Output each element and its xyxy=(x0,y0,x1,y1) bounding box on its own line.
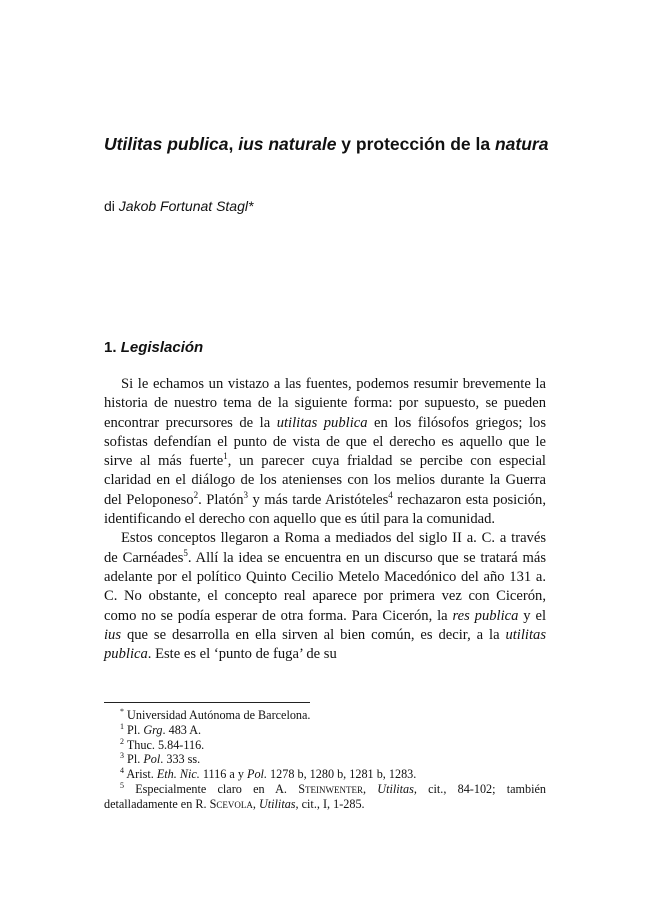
footnote xyxy=(104,752,546,767)
text-run: Steinwenter xyxy=(298,781,363,796)
footnote-ref: 5 xyxy=(183,547,188,558)
text-run: , un parecer cuya frialdad se percibe con especial claridad en el diálogo de los atenienses con los melios durante la Guerra del Peloponeso xyxy=(104,453,546,508)
section-heading xyxy=(104,338,203,358)
text-run: rechazaron esta posición, identificando el derecho con aquello que es útil para la comunidad. xyxy=(104,491,546,528)
text-run: . Platón xyxy=(198,491,244,508)
footnote-ref: 1 xyxy=(120,721,124,731)
text-run: cit., I, 1-285. xyxy=(298,796,365,811)
text-run: utilitas publica xyxy=(276,414,368,431)
text-run: Scevola xyxy=(209,796,253,811)
section-number: 1. xyxy=(104,339,121,356)
text-run: Grg xyxy=(143,722,163,737)
text-run: Pol. xyxy=(247,767,267,782)
footnote-ref: 2 xyxy=(120,736,124,746)
text-run: ius xyxy=(104,626,122,643)
footnote-ref: 3 xyxy=(243,489,249,500)
text-run: cit., 84-102; también detalladamente en R. xyxy=(104,781,547,811)
paragraph xyxy=(104,529,546,664)
footnote-separator xyxy=(104,702,310,703)
text-run: . 483 A. xyxy=(162,722,202,737)
text-run: Pl. xyxy=(124,722,144,737)
footnote xyxy=(104,782,546,812)
text-run: Estos conceptos llegaron a Roma a mediados del siglo II a. C. a través de Carnéades xyxy=(104,530,546,566)
footnote-ref: 1 xyxy=(223,451,228,462)
text-run: Pol xyxy=(143,752,161,767)
text-run: Si le echamos un vistazo a las fuentes, podemos resumir brevemente la historia de nuestro tema de la siguiente forma: por supuesto, se pueden encontrar precursores de la xyxy=(104,376,546,431)
text-run: utilitas publica xyxy=(104,626,546,663)
text-run: 1116 a y xyxy=(199,767,248,782)
footnote xyxy=(104,708,546,723)
footnote-ref: 2 xyxy=(193,489,199,500)
author-prefix: di xyxy=(104,198,119,214)
paragraph xyxy=(104,375,546,529)
author-line xyxy=(104,196,253,216)
text-run: Thuc. 5.84-116. xyxy=(124,737,205,752)
text-run: 1278 b, 1280 b, 1281 b, 1283. xyxy=(267,767,417,782)
text-run: Eth. Nic. xyxy=(156,767,200,782)
text-run: y el xyxy=(518,607,546,624)
text-run: y más tarde Aristóteles xyxy=(248,491,389,508)
text-run: . 333 ss. xyxy=(160,752,201,767)
section-title: Legislación xyxy=(120,339,204,356)
text-run: , xyxy=(362,781,378,796)
footnote-ref: 4 xyxy=(388,489,393,500)
text-run: . Este es el ‘punto de fuga’ de su xyxy=(147,646,337,663)
text-run: . Allí la idea se encuentra en un discurso que se tratará más adelante por el político Quinto Cecilio Metelo Macedónico del año 131 a. C. No obstante, el concepto real aparece por primera vez con Cicerón, como no se podía esperar de otra forma. Para Cicerón, la xyxy=(104,549,546,624)
author-marker: * xyxy=(247,198,254,214)
text-run: Utilitas, xyxy=(377,781,417,796)
text-run: Pl. xyxy=(124,752,144,767)
body-text xyxy=(104,375,546,664)
text-run: , xyxy=(252,796,259,811)
footnotes xyxy=(104,708,546,812)
footnote xyxy=(104,738,546,753)
footnote-ref: 3 xyxy=(120,751,124,761)
text-run: Universidad Autónoma de Barcelona. xyxy=(124,708,311,722)
text-run: Utilitas, xyxy=(258,796,299,811)
author-name: Jakob Fortunat Stagl xyxy=(118,198,248,214)
footnote xyxy=(104,767,546,782)
footnote-ref: * xyxy=(120,706,124,716)
text-run: que se desarrolla en ella sirven al bien común, es decir, a la xyxy=(121,626,506,643)
title-part-4: y protección de la xyxy=(336,134,495,154)
text-run: Especialmente claro en A. xyxy=(124,781,299,796)
title-part-5: natura xyxy=(494,134,549,154)
footnote-ref: 5 xyxy=(120,780,124,790)
title-part-2: , xyxy=(228,134,239,154)
title-part-3: ius naturale xyxy=(238,134,337,154)
article-title xyxy=(104,132,552,156)
title-part-1: Utilitas publica xyxy=(104,134,229,154)
text-run: en los filósofos griegos; los sofistas defendían el punto de vista de que el derecho es aquello que le sirve al más fuerte xyxy=(104,414,546,470)
text-run: Arist. xyxy=(124,767,157,782)
footnote-ref: 4 xyxy=(120,766,124,776)
footnote xyxy=(104,723,546,738)
text-run: res publica xyxy=(452,607,519,624)
